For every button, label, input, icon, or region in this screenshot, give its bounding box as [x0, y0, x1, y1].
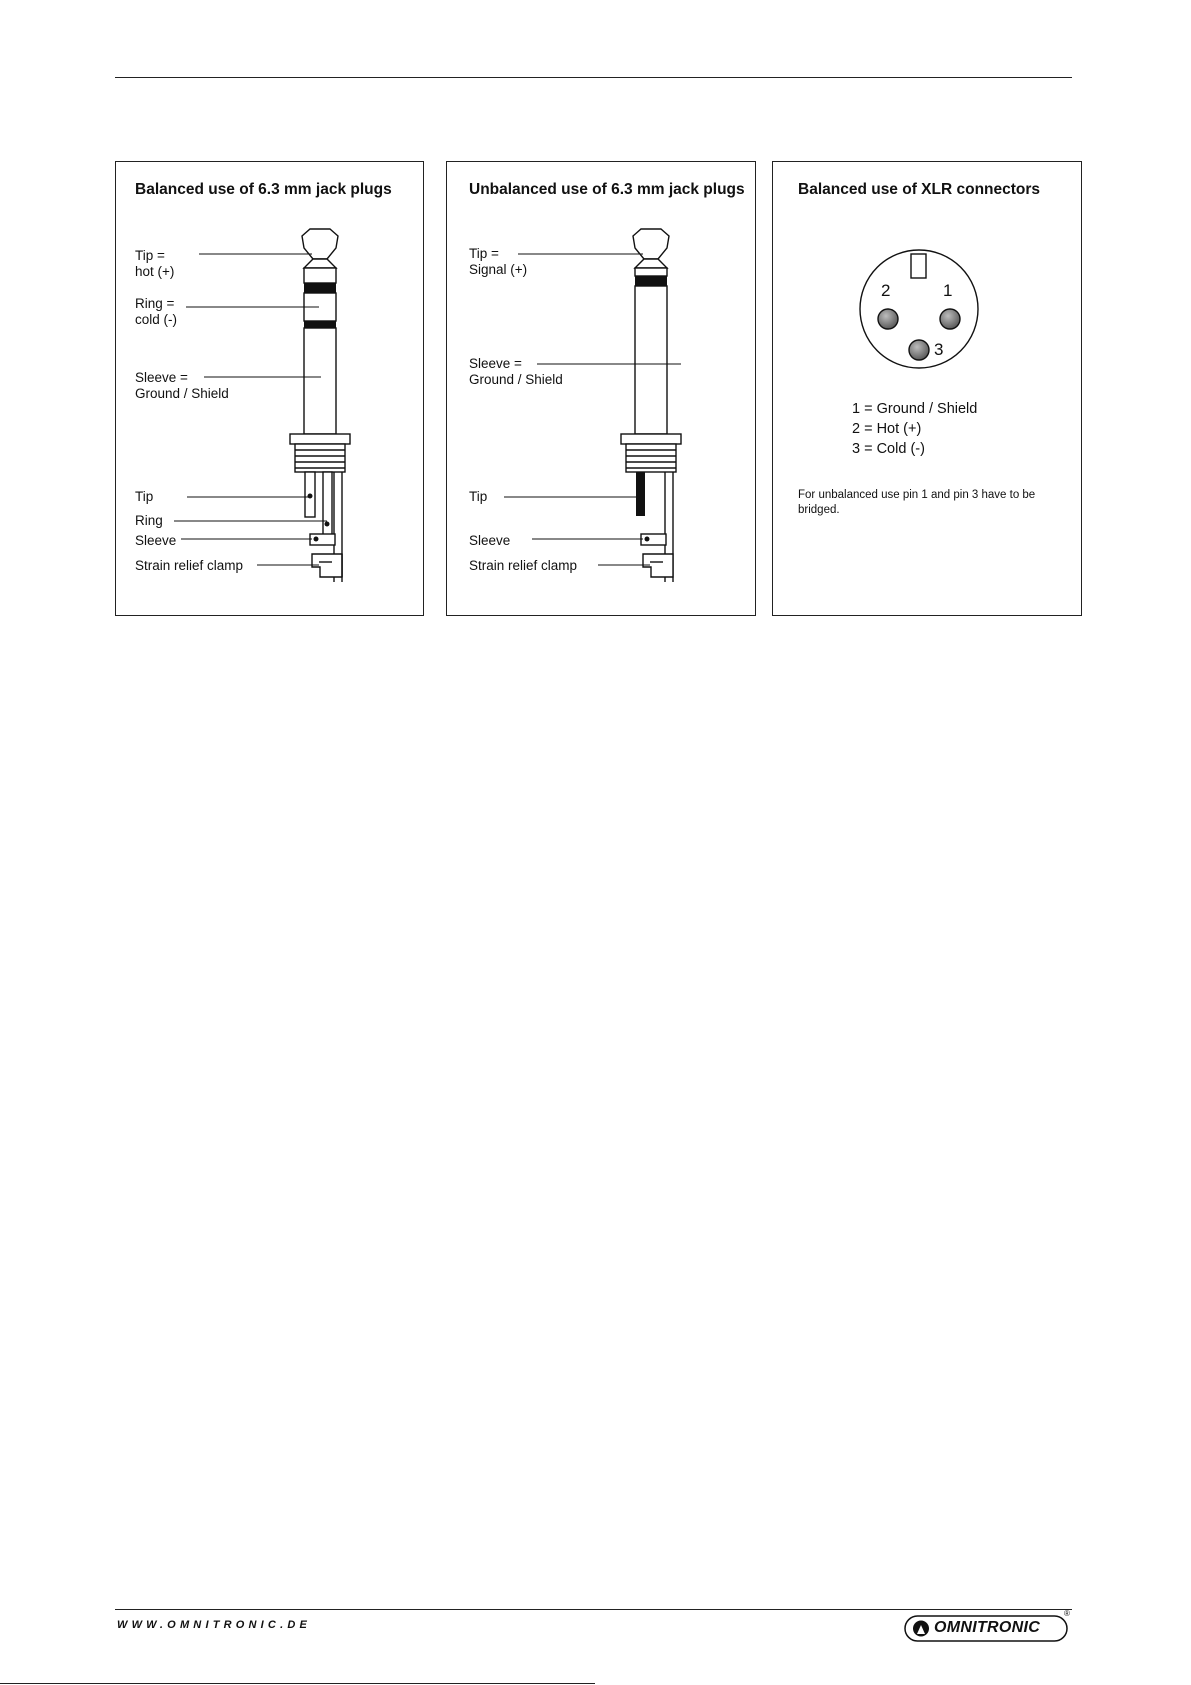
- header-rule: [115, 77, 1072, 78]
- omnitronic-logo: [904, 1609, 1070, 1642]
- xlr-connector-diagram: [773, 162, 1083, 617]
- legend-item: 2 = Hot (+): [852, 421, 922, 437]
- label-wire-tip: Tip: [135, 489, 154, 504]
- footer-rule: [115, 1609, 1072, 1610]
- xlr-pin-3: [909, 340, 929, 360]
- label-tip: Tip = hot (+): [135, 248, 175, 279]
- registered-mark: ®: [1064, 1609, 1070, 1618]
- unbalanced-note: For unbalanced use pin 1 and pin 3 have to be bridged.: [798, 489, 1036, 516]
- label-wire-tip: Tip: [469, 489, 488, 504]
- panel-unbalanced-jack: [446, 161, 756, 616]
- label-sleeve: Sleeve = Ground / Shield: [135, 370, 229, 401]
- panel-title: Balanced use of XLR connectors: [798, 181, 1041, 198]
- label-strain-relief: Strain relief clamp: [469, 558, 578, 573]
- pin-legend: [852, 399, 977, 459]
- page-bottom-rule: [0, 1683, 595, 1684]
- legend-item: 1 = Ground / Shield: [852, 401, 978, 417]
- label-strain-relief: Strain relief clamp: [135, 558, 244, 573]
- label-wire-sleeve: Sleeve: [469, 533, 511, 548]
- panel-title: Unbalanced use of 6.3 mm jack plugs: [469, 181, 745, 198]
- label-wire-ring: Ring: [135, 513, 163, 528]
- legend-item: 3 = Cold (-): [852, 441, 925, 457]
- label-wire-sleeve: Sleeve: [135, 533, 177, 548]
- xlr-pin-2: [878, 309, 898, 329]
- label-ring: Ring = cold (-): [135, 296, 178, 327]
- pin-label-3: 3: [934, 340, 944, 359]
- panel-balanced-xlr: [772, 161, 1082, 616]
- panel-title: Balanced use of 6.3 mm jack plugs: [135, 181, 392, 198]
- xlr-pin-1: [940, 309, 960, 329]
- pin-label-2: 2: [881, 281, 891, 300]
- label-tip: Tip = Signal (+): [469, 246, 528, 277]
- label-sleeve: Sleeve = Ground / Shield: [469, 356, 563, 387]
- footer-url: WWW.OMNITRONIC.DE: [117, 1619, 312, 1631]
- panel-balanced-jack: [115, 161, 424, 616]
- pin-label-1: 1: [943, 281, 953, 300]
- logo-text: OMNITRONIC: [934, 1619, 1041, 1636]
